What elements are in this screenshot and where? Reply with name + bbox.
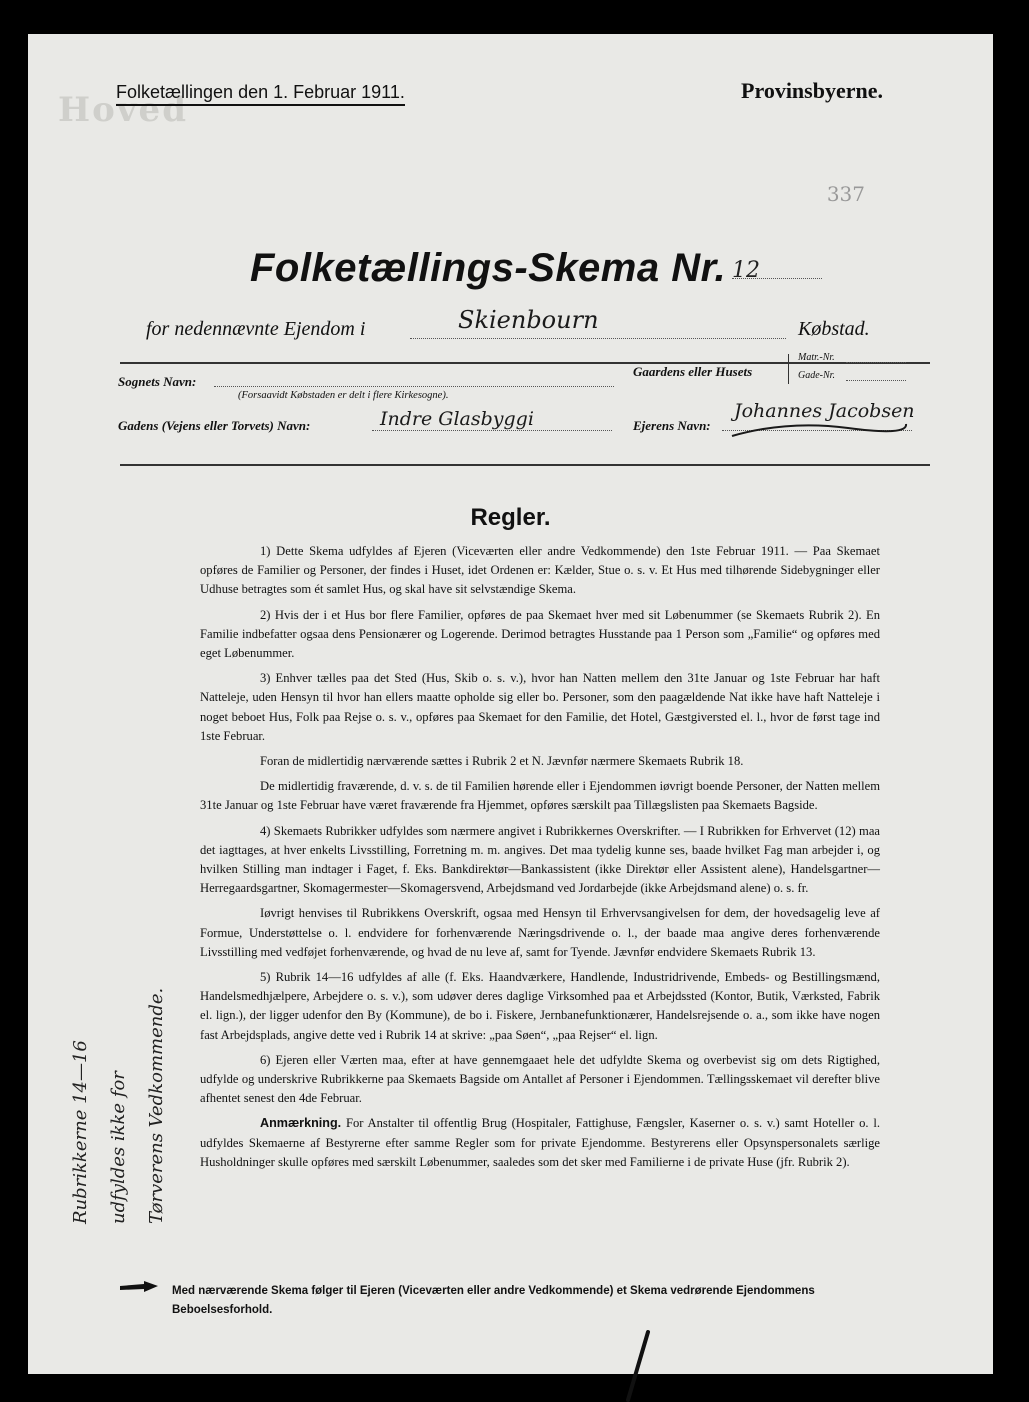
rule-paragraph-1: 1) Dette Skema udfyldes af Ejeren (Viceværten eller andre Vedkommende) den 1ste Februar 1911. — Paa Skemaet opføres de Familier og Personer, der findes i Huset, idet Ordenen er: Kælder, Stue o. s. v. Et Hus med tilhørende Sidebygninger eller Udhuse betragtes som ét samlet Hus, og skal have sit selvstændige Skema.: [200, 544, 880, 597]
gadens-label: Gadens (Vejens eller Torvets) Navn:: [118, 418, 311, 433]
matr-label: Matr.-Nr.: [798, 352, 835, 363]
rule-paragraph-4: 4) Skemaets Rubrikker udfyldes som nærmere angivet i Rubrikkernes Overskrifter. — I Rubrikken for Erhvervet (12) maa det iagttages, at hver enkelts Livsstilling, Forretning m. m. angives. Det maa tydelig kunne ses, baade hvilket Fag man arbejder i, og hvilken Stilling man indtager i Faget, f. Eks. Bankdirektør—Bankassistent (ikke Direktør eller Assistent alene), Handelsgartner—Herregaardsgartner, Skomagermester—Skomagersvend, Arbejdsmand ved Jordarbejde (ikke Arbejdsmand alene) o. s. fr.: [200, 823, 880, 896]
side-note-line-3: Tørverens Vedkommende.: [146, 987, 167, 1224]
note-text: For Anstalter til offentlig Brug (Hospitaler, Fattighuse, Fængsler, Kaserner o. s. v.) samt Hoteller o. l. udfyldes Skemaerne af Bestyrerne efter samme Regler som for private Ejendomme. Bestyrerens eller Opsynspersonalets særlige Husholdninger skulle opføres med særskilt Løbenummer, saaledes som det sker med Familierne i de private Huse (jfr. Rubrik 2).: [200, 1116, 880, 1169]
provinsbyerne-header: Provinsbyerne.: [741, 78, 883, 103]
bottom-rule: [120, 464, 930, 466]
pointing-hand-icon: [118, 1278, 162, 1296]
page-number: 337: [826, 182, 865, 206]
census-date-header: Folketællingen den 1. Februar 1911.: [116, 82, 405, 106]
form-number-handwritten: 12: [732, 258, 760, 283]
side-note-line-1: Rubrikkerne 14—16: [70, 1040, 91, 1224]
handwritten-mark: [618, 1330, 658, 1402]
rule-paragraph-4b: Iøvrigt henvises til Rubrikkens Overskrift, ogsaa med Hensyn til Erhvervsangivelsen for dem, der hovedsagelig leve af Formue, Understøttelse o. l. endvidere for forhenværende Næringsdrivende o. l., der baade maa angive deres forhenværende Livsstilling med vedføjet forhenværende, og hvad de nu leve af, samt for Tyende. Jævnfør endvidere Skemaets Rubrik 13.: [200, 906, 880, 959]
sognets-note: (Forsaavidt Købstaden er delt i flere Kirkesogne).: [238, 390, 449, 401]
sognets-line: [214, 386, 614, 387]
sognets-label: Sognets Navn:: [118, 374, 197, 389]
gaardens-label: Gaardens eller Husets: [633, 364, 753, 379]
rule-paragraph-3: 3) Enhver tælles paa det Sted (Hus, Skib o. s. v.), hvor han Natten mellem den 31te Januar og 1ste Februar har haft Natteleje, uden Hensyn til hvor han ellers maatte opholde sig eller bo. Personer, som den paagældende Nat ikke have haft Natteleje i noget beboet Hus, Folk paa Rejse o. s. v., opføres paa Skemaet for den Familie, det Hotel, Gæstgiversted el. l., hvor de først tage ind 1ste Februar.: [200, 671, 880, 743]
city-line: [410, 338, 786, 339]
rules-body: [200, 542, 880, 1178]
rule-paragraph-6: 6) Ejeren eller Værten maa, efter at have gennemgaaet hele det udfyldte Skema og overbevist sig om dets Rigtighed, udfylde og underskrive Rubrikkerne paa Skemaets Bagside om Antallet af Personer i Ejendommen. Tællingsskemaet vil derefter blive afhentet senest den 4de Februar.: [200, 1052, 880, 1106]
footer-note: Med nærværende Skema følger til Ejeren (Viceværten eller andre Vedkommende) et Skema vedrørende Ejendommens Beboelsesforhold.: [172, 1285, 815, 1316]
census-form-sheet: [28, 34, 993, 1374]
side-handwritten-note: [62, 924, 176, 1224]
street-handwritten: Indre Glasbyggi: [380, 408, 534, 430]
rule-paragraph-3b: Foran de midlertidig nærværende sættes i Rubrik 2 et N. Jævnfør nærmere Skemaets Rubrik 18.: [260, 754, 744, 769]
ejerens-label: Ejerens Navn:: [633, 418, 711, 433]
faint-stamp: Hoved: [58, 90, 188, 130]
owner-strikethrough: [728, 406, 908, 446]
city-handwritten: Skienbourn: [458, 306, 599, 334]
owner-handwritten: Johannes Jacobsen: [734, 400, 915, 422]
note-label: Anmærkning.: [260, 1116, 342, 1131]
gade-line: [846, 380, 906, 381]
brace: [788, 354, 790, 384]
rule-paragraph-3c: De midlertidig fraværende, d. v. s. de til Familien hørende eller i Ejendommen iøvrigt boende Personer, der Natten mellem 31te Januar og 1ste Februar have været fraværende fra Hjemmet, opføres særskilt paa Tillægslisten paa Skemaets Bagside.: [200, 779, 880, 813]
for-ejendom-label: for nedennævnte Ejendom i: [146, 318, 366, 340]
rules-title: Regler.: [470, 504, 551, 531]
kobstad-label: Købstad.: [798, 318, 870, 340]
gadens-line: [372, 430, 612, 431]
side-note-line-2: udfyldes ikke for: [108, 1071, 129, 1224]
matr-line: [846, 362, 906, 363]
form-title: Folketællings-Skema Nr.: [250, 246, 727, 290]
note-paragraph: [200, 1114, 880, 1172]
gade-label: Gade-Nr.: [798, 370, 835, 381]
rule-paragraph-5: 5) Rubrik 14—16 udfyldes af alle (f. Eks. Haandværkere, Handlende, Industridrivende, Embeds- og Bestillingsmænd, Handelsmedhjælpere, Arbejdere o. s. v.), som udøver deres daglige Virksomhed paa et Arbejdssted (Kontor, Butik, Værksted, Fabrik el. lign.), der ligger udenfor den By (Kommune), de bo i. Fiskere, Jernbanefunktionærer, Handelsrejsende o. a., som ikke have nogen fast Arbejdsplads, angive dette ved i Rubrik 14 at skrive: „paa Søen“, „paa Rejser“ el. lign.: [200, 970, 880, 1042]
rule-paragraph-2: 2) Hvis der i et Hus bor flere Familier, opføres de paa Skemaet hver med sit Løbenummer (se Skemaets Rubrik 2). En Familie indbefatter ogsaa dens Pensionærer og Logerende. Derimod betragtes Husstande paa 1 Person som „Familie“ og opføres med eget Løbenummer.: [200, 607, 880, 661]
